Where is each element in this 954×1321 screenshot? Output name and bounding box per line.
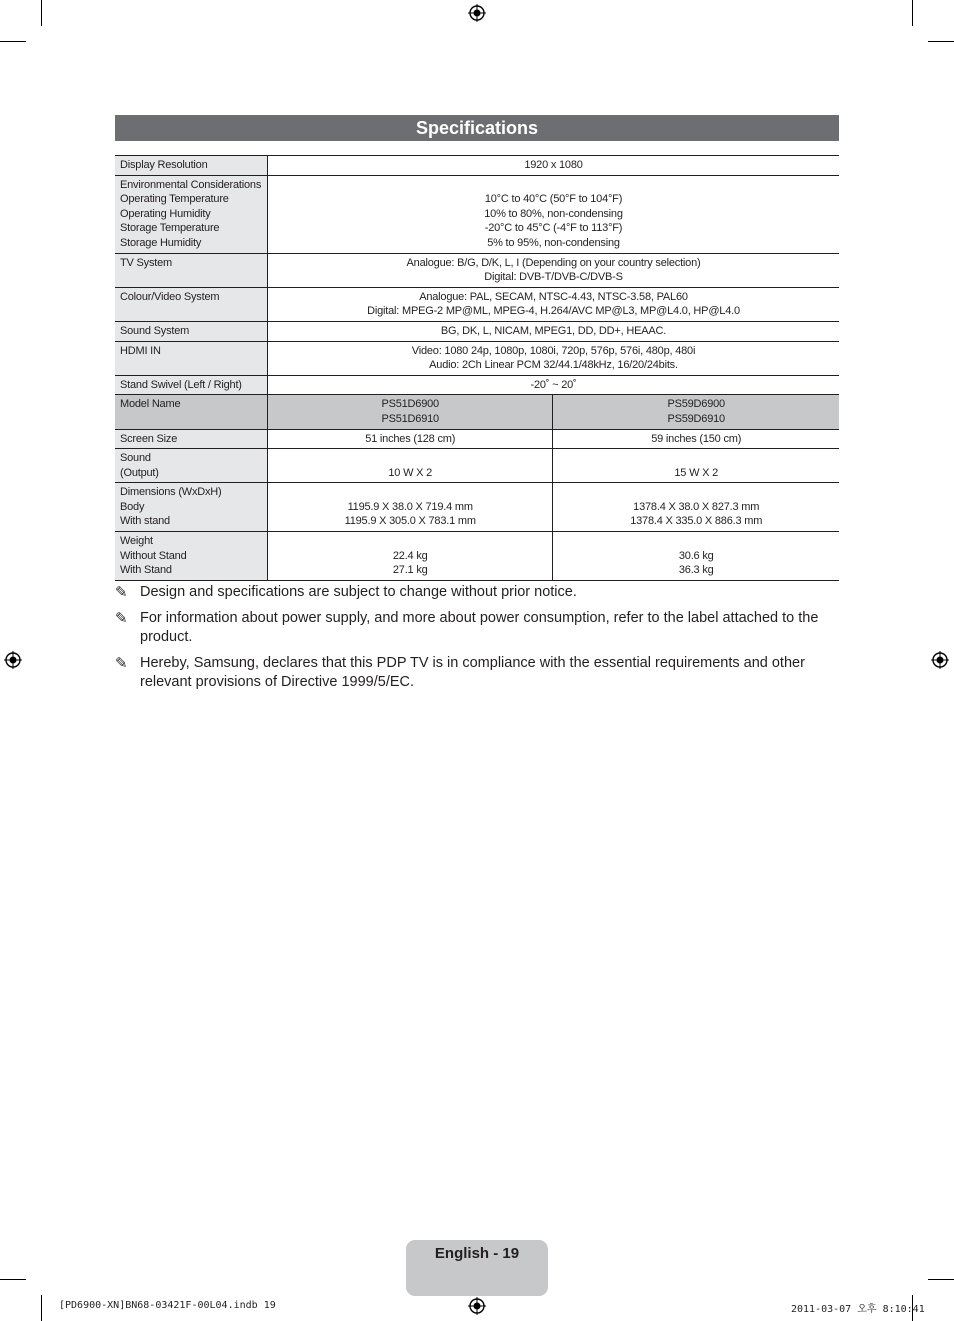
value-line: 1378.4 X 38.0 X 827.3 mm — [633, 500, 760, 513]
row-label: Display Resolution — [115, 156, 268, 176]
value-line: Digital: DVB-T/DVB-C/DVB-S — [484, 271, 623, 284]
note-item — [115, 583, 839, 603]
note-text: For information about power supply, and more about power consumption, refer to the label attached to the product. — [140, 609, 819, 645]
pencil-note-icon: ✎ — [115, 654, 128, 672]
value-line: Digital: MPEG-2 MP@ML, MPEG-4, H.264/AVC MP@L3, MP@L4.0, HP@L4.0 — [367, 305, 740, 318]
crop-mark — [928, 1279, 954, 1280]
table-row — [115, 375, 839, 395]
value-line: 1195.9 X 38.0 X 719.4 mm — [347, 500, 473, 513]
table-row — [115, 287, 839, 321]
spec-table — [115, 155, 839, 581]
row-value: -20˚ ~ 20˚ — [268, 375, 840, 395]
label-line: With Stand — [120, 564, 172, 577]
row-value — [268, 341, 840, 375]
page-number-label: English - 19 — [434, 1245, 520, 1262]
row-label — [115, 483, 268, 532]
row-label — [115, 175, 268, 253]
label-line: (Output) — [120, 466, 159, 479]
row-label: Sound System — [115, 321, 268, 341]
table-row — [115, 321, 839, 341]
label-line: Storage Temperature — [120, 222, 220, 235]
table-row — [115, 341, 839, 375]
value-a — [268, 532, 553, 581]
crop-mark — [41, 1295, 42, 1321]
value-line: PS59D6910 — [667, 412, 725, 425]
label-line: Weight — [120, 535, 153, 548]
registration-mark-icon — [468, 4, 486, 22]
registration-mark-icon — [4, 651, 22, 669]
value-line: Analogue: B/G, D/K, L, I (Depending on your country selection) — [406, 256, 701, 269]
label-line: Sound — [120, 452, 151, 465]
crop-mark — [0, 1279, 26, 1280]
note-text: Design and specifications are subject to change without prior notice. — [140, 584, 577, 600]
pencil-note-icon: ✎ — [115, 609, 128, 627]
label-line: Body — [120, 500, 145, 513]
row-label — [115, 532, 268, 581]
value-line: Video: 1080 24p, 1080p, 1080i, 720p, 576p, 576i, 480p, 480i — [411, 344, 696, 357]
value-line: Audio: 2Ch Linear PCM 32/44.1/48kHz, 16/20/24bits. — [429, 359, 678, 372]
model-a — [268, 395, 553, 429]
crop-mark — [0, 41, 26, 42]
row-label: Model Name — [115, 395, 268, 429]
table-row — [115, 429, 839, 449]
row-label: Stand Swivel (Left / Right) — [115, 375, 268, 395]
value-b — [553, 532, 839, 581]
value-a: 51 inches (128 cm) — [268, 429, 553, 449]
table-row — [115, 483, 839, 532]
row-label: Colour/Video System — [115, 287, 268, 321]
notes-list — [115, 583, 839, 699]
crop-mark — [912, 0, 913, 26]
table-row — [115, 253, 839, 287]
pencil-note-icon: ✎ — [115, 584, 128, 601]
row-label: TV System — [115, 253, 268, 287]
row-label: HDMI IN — [115, 341, 268, 375]
row-value: BG, DK, L, NICAM, MPEG1, DD, DD+, HEAAC. — [268, 321, 840, 341]
table-row — [115, 449, 839, 483]
row-value: 1920 x 1080 — [268, 156, 840, 176]
note-item — [115, 609, 839, 648]
value-line: 10°C to 40°C (50°F to 104°F) — [484, 193, 623, 206]
value-b: 59 inches (150 cm) — [553, 429, 839, 449]
label-line: Dimensions (WxDxH) — [120, 486, 222, 499]
value-line: PS59D6900 — [667, 398, 725, 411]
value-line: 5% to 95%, non-condensing — [487, 236, 620, 249]
label-line: Operating Temperature — [120, 193, 229, 206]
note-text: Hereby, Samsung, declares that this PDP TV is in compliance with the essential requirements and other relevant provisions of Directive 1999/5/EC. — [140, 654, 805, 690]
print-timestamp: 2011-03-07 오후 8:10:41 — [791, 1304, 925, 1315]
section-title: Specifications — [115, 115, 839, 141]
row-value — [268, 287, 840, 321]
table-row — [115, 532, 839, 581]
registration-mark-icon — [468, 1297, 486, 1315]
value-line: Analogue: PAL, SECAM, NTSC-4.43, NTSC-3.58, PAL60 — [419, 290, 688, 303]
value-line: 1378.4 X 335.0 X 886.3 mm — [630, 515, 763, 528]
table-row — [115, 395, 839, 429]
note-item — [115, 654, 839, 693]
crop-mark — [41, 0, 42, 26]
row-label: Screen Size — [115, 429, 268, 449]
value-a — [268, 483, 553, 532]
value-line: PS51D6900 — [381, 398, 439, 411]
label-line: Storage Humidity — [120, 236, 202, 249]
value-line: 22.4 kg — [392, 549, 428, 562]
value-a: 10 W X 2 — [268, 449, 553, 483]
value-line: 30.6 kg — [678, 549, 714, 562]
print-file-info: [PD6900-XN]BN68-03421F-00L04.indb 19 — [59, 1300, 276, 1311]
table-row — [115, 156, 839, 176]
row-value — [268, 175, 840, 253]
value-b — [553, 483, 839, 532]
value-line: 27.1 kg — [392, 564, 428, 577]
value-line: -20°C to 45°C (-4°F to 113°F) — [484, 222, 623, 235]
registration-mark-icon — [931, 651, 949, 669]
value-line: 10% to 80%, non-condensing — [484, 207, 623, 220]
table-row — [115, 175, 839, 253]
value-line: PS51D6910 — [381, 412, 439, 425]
row-value — [268, 253, 840, 287]
value-b: 15 W X 2 — [553, 449, 839, 483]
row-label — [115, 449, 268, 483]
label-line: Operating Humidity — [120, 207, 211, 220]
value-line: 1195.9 X 305.0 X 783.1 mm — [344, 515, 476, 528]
label-line: Without Stand — [120, 549, 187, 562]
value-line: 36.3 kg — [678, 564, 714, 577]
label-line: With stand — [120, 515, 170, 528]
model-b — [553, 395, 839, 429]
crop-mark — [928, 41, 954, 42]
label-line: Environmental Considerations — [120, 178, 262, 191]
